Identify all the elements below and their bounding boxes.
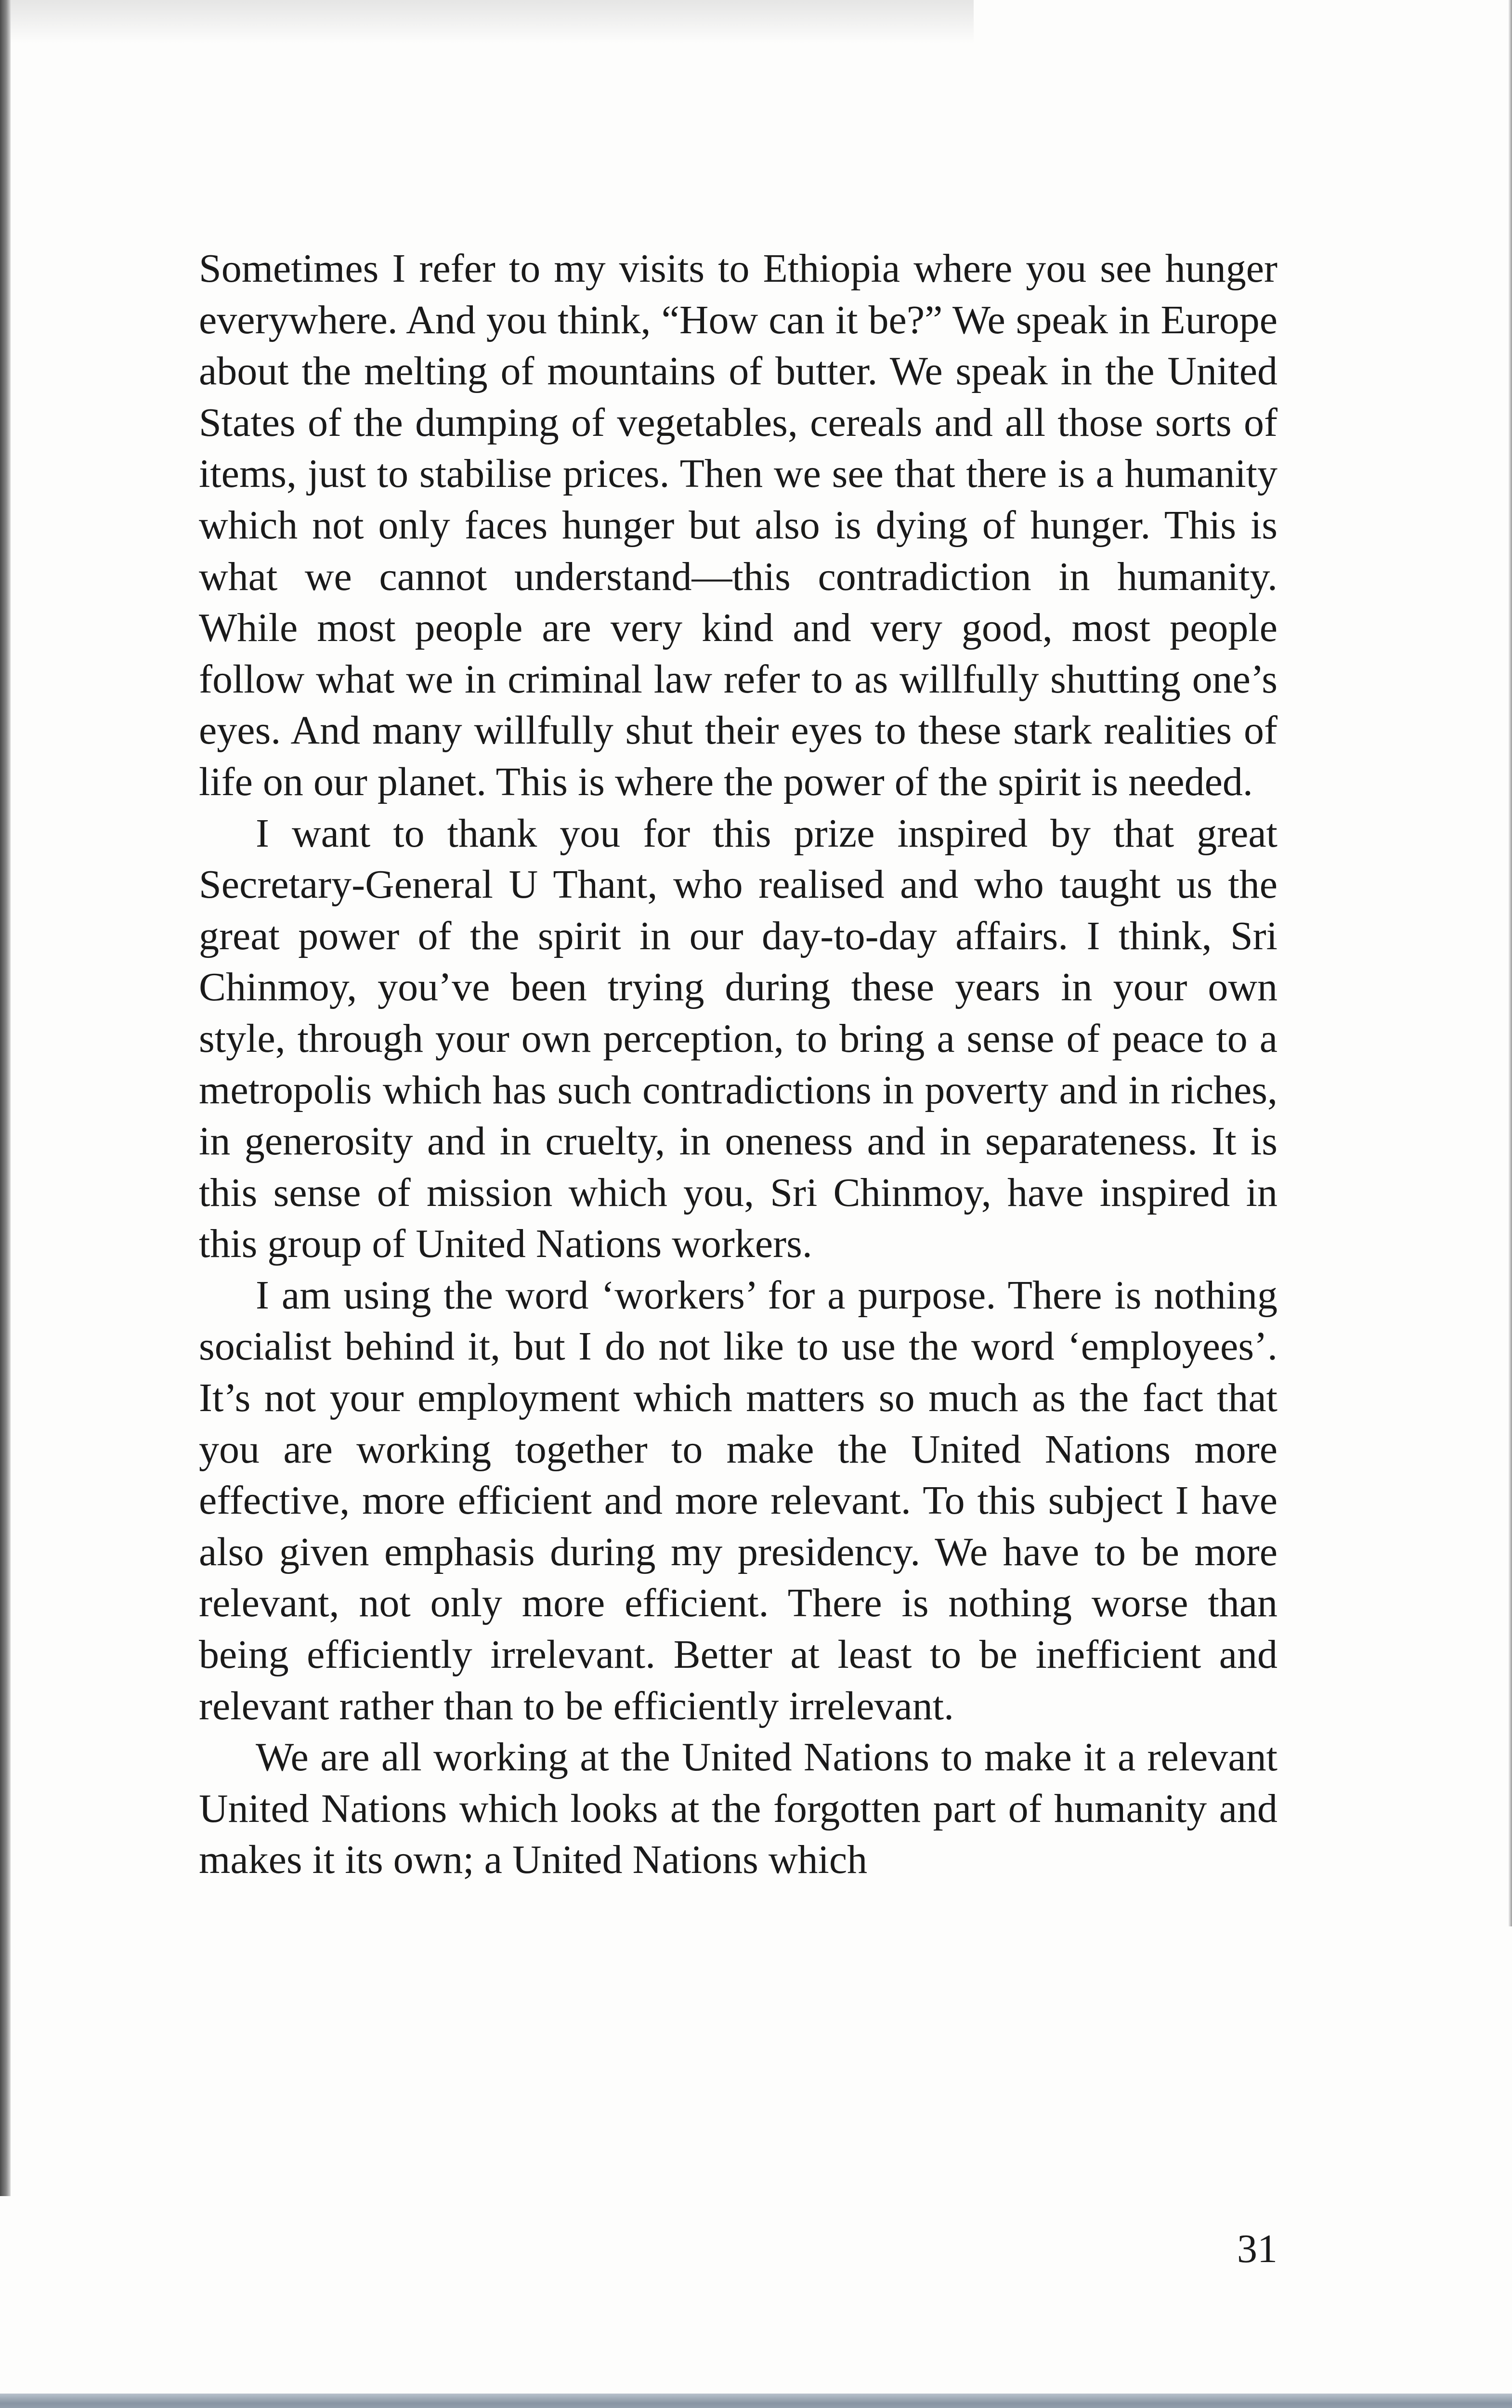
page-top-scan-smudge <box>11 0 974 43</box>
page-left-edge-shadow <box>0 0 11 2196</box>
body-text <box>199 243 1277 1886</box>
paragraph-1: Sometimes I refer to my visits to Ethiopia where you see hunger everywhere. And you think, “How can it be?” We speak in Europe about the melting of mountains of butter. We speak in the United States of the dumping of vegetables, cereals and all those sorts of items, just to stabilise prices. Then we see that there is a humanity which not only faces hunger but also is dying of hunger. This is what we cannot understand—this contradiction in humanity. While most people are very kind and very good, most people follow what we in criminal law refer to as willfully shutting one’s eyes. And many willfully shut their eyes to these stark realities of life on our planet. This is where the power of the spirit is needed. <box>199 246 1277 804</box>
paragraph-3: I am using the word ‘workers’ for a purpose. There is nothing socialist behind it, but I do not like to use the word ‘employees’. It’s not your employment which matters so much as the fact that you are working together to make the United Nations more effective, more efficient and more relevant. To this subject I have also given emphasis during my presidency. We have to be more relevant, not only more efficient. There is nothing worse than being efficiently irrelevant. Better at least to be inefficient and relevant rather than to be efficiently irrelevant. <box>199 1272 1277 1728</box>
page-number: 31 <box>1237 2226 1277 2271</box>
paragraph-2: I want to thank you for this prize inspired by that great Secretary-General U Thant, who realised and who taught us the great power of the spirit in our day-to-day affairs. I think, Sri Chinmoy, you’ve been trying during these years in your own style, through your own perception, to bring a sense of peace to a metropolis which has such contradictions in poverty and in riches, in generosity and in cruelty, in oneness and in separateness. It is this sense of mission which you, Sri Chinmoy, have inspired in this group of United Nations workers. <box>199 811 1277 1267</box>
page-bottom-scan-bar <box>0 2394 1512 2408</box>
page-right-edge-shadow <box>1508 0 1512 1926</box>
paragraph-4: We are all working at the United Nations to make it a relevant United Nations which looks at the forgotten part of humanity and makes it its own; a United Nations which <box>199 1735 1277 1883</box>
